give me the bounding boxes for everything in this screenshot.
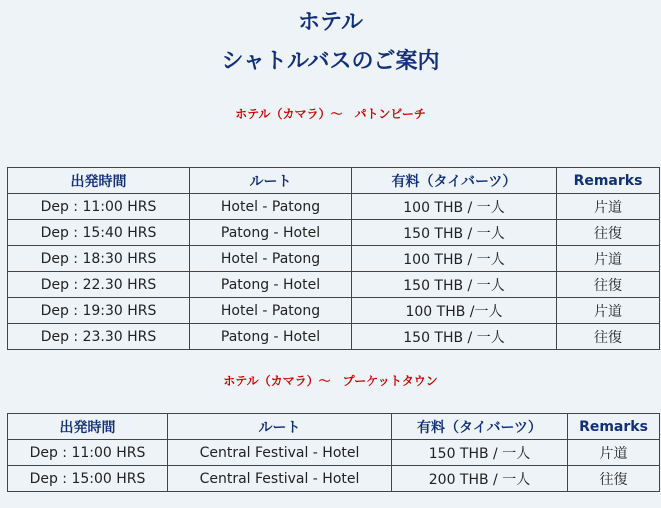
column-header-departure: 出発時間 (8, 414, 168, 440)
departure-time: Dep : 11:00 HRS (8, 194, 190, 220)
route: Patong - Hotel (190, 272, 352, 298)
column-header-remarks: Remarks (557, 168, 660, 194)
route: Hotel - Patong (190, 194, 352, 220)
remarks: 往復 (557, 324, 660, 350)
departure-time: Dep : 19:30 HRS (8, 298, 190, 324)
table-row (8, 194, 660, 220)
table-header-row (8, 168, 660, 194)
table-row (8, 298, 660, 324)
departure-time: Dep : 23.30 HRS (8, 324, 190, 350)
departure-time: Dep : 22.30 HRS (8, 272, 190, 298)
column-header-remarks: Remarks (568, 414, 660, 440)
table-row (8, 220, 660, 246)
table-header-row (8, 414, 660, 440)
fare: 150 THB / 一人 (352, 272, 557, 298)
table-row (8, 324, 660, 350)
departure-time: Dep : 15:40 HRS (8, 220, 190, 246)
route: Hotel - Patong (190, 298, 352, 324)
departure-time: Dep : 15:00 HRS (8, 466, 168, 492)
remarks: 片道 (568, 440, 660, 466)
fare: 100 THB /一人 (352, 298, 557, 324)
route: Hotel - Patong (190, 246, 352, 272)
table-row (8, 466, 660, 492)
route-heading-patong: ホテル（カマラ）～ パトンビーチ (235, 107, 426, 121)
column-header-route: ルート (168, 414, 392, 440)
route-heading-phuket-town: ホテル（カマラ）～ プーケットタウン (223, 374, 438, 388)
departure-time: Dep : 11:00 HRS (8, 440, 168, 466)
column-header-fare: 有料（タイバーツ） (352, 168, 557, 194)
remarks: 往復 (568, 466, 660, 492)
table-row (8, 272, 660, 298)
route: Central Festival - Hotel (168, 466, 392, 492)
column-header-departure: 出発時間 (8, 168, 190, 194)
page-title: ホテル (298, 10, 363, 35)
schedule-table-phuket-town (7, 413, 660, 492)
remarks: 片道 (557, 246, 660, 272)
departure-time: Dep : 18:30 HRS (8, 246, 190, 272)
fare: 150 THB / 一人 (352, 220, 557, 246)
column-header-fare: 有料（タイバーツ） (392, 414, 568, 440)
remarks: 往復 (557, 272, 660, 298)
table-row (8, 440, 660, 466)
table-row (8, 246, 660, 272)
fare: 200 THB / 一人 (392, 466, 568, 492)
fare: 150 THB / 一人 (392, 440, 568, 466)
route: Patong - Hotel (190, 324, 352, 350)
remarks: 片道 (557, 194, 660, 220)
route: Central Festival - Hotel (168, 440, 392, 466)
remarks: 片道 (557, 298, 660, 324)
fare: 150 THB / 一人 (352, 324, 557, 350)
column-header-route: ルート (190, 168, 352, 194)
route: Patong - Hotel (190, 220, 352, 246)
remarks: 往復 (557, 220, 660, 246)
fare: 100 THB / 一人 (352, 194, 557, 220)
schedule-table-patong (7, 167, 660, 350)
page-subtitle: シャトルバスのご案内 (221, 49, 440, 74)
fare: 100 THB / 一人 (352, 246, 557, 272)
